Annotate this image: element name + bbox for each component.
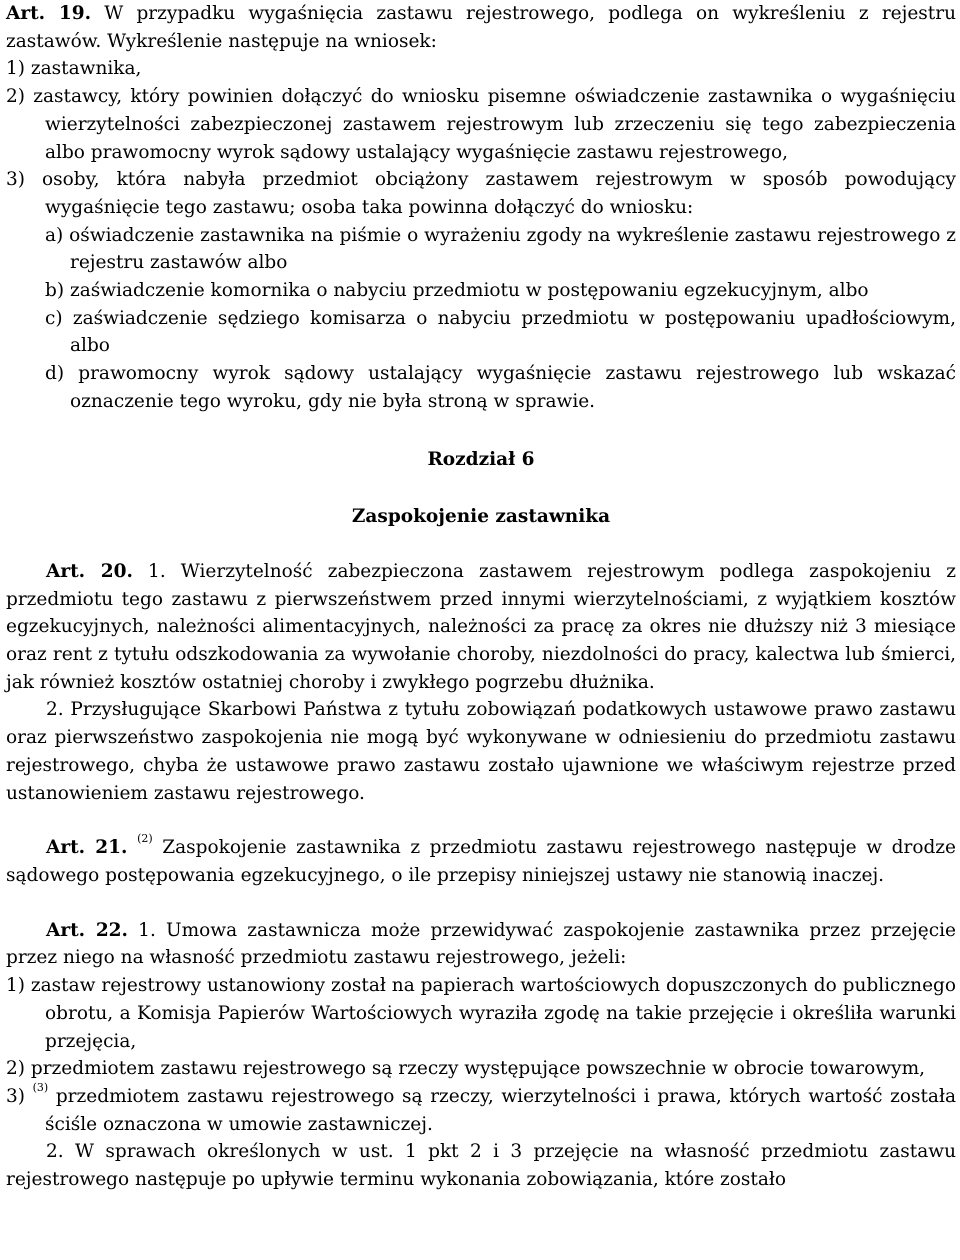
art22-item-3 (6, 1080, 956, 1138)
art22-item-1: 1) zastaw rejestrowy ustanowiony został na papierach wartościowych dopuszczonych do publicznego obrotu, a Komisja Papierów Wartościowych wyraziła zgodę na takie przejęcie i określiła warunki przejęcia, (6, 975, 956, 1052)
art20-p1-text: 1. Wierzytelność zabezpieczona zastawem rejestrowym podlega zaspokojeniu z przedmiotu tego zastawu z pierwszeństwem przed innymi wierzytelnościami, z wyjątkiem kosztów egzekucyjnych, należności alimentacyjnych, należności za pracę za okres nie dłuższy niż 3 miesiące oraz rent z tytułu odszkodowania za wywołanie choroby, niezdolności do pracy, kalectwa lub śmierci, jak również kosztów ostatniej choroby i zwykłego pogrzebu dłużnika. (6, 560, 956, 693)
art21-text: Zaspokojenie zastawnika z przedmiotu zastawu rejestrowego następuje w drodze sądowego postępowania egzekucyjnego, o ile przepisy niniejszej ustawy nie stanowią inaczej. (6, 837, 957, 886)
art21-label: Art. 21. (46, 837, 128, 859)
art22-item-3-text: przedmiotem zastawu rejestrowego są rzeczy, wierzytelności i prawa, których wartość została ściśle oznaczona w umowie zastawniczej. (45, 1085, 956, 1135)
art19-subitem-c: c) zaświadczenie sędziego komisarza o nabyciu przedmiotu w postępowaniu upadłościowym, albo (45, 307, 956, 357)
art21-paragraph (6, 834, 956, 889)
art19-item-3: 3) osoby, która nabyła przedmiot obciążony zastawem rejestrowym w sposób powodujący wygaśnięcie tego zastawu; osoba taka powinna dołączyć do wniosku: (6, 169, 956, 218)
art22-item-2: 2) przedmiotem zastawu rejestrowego są rzeczy występujące powszechnie w obrocie towarowym, (6, 1058, 926, 1080)
chapter-number: Rozdział 6 (427, 448, 535, 470)
art19-item-2: 2) zastawcy, który powinien dołączyć do wniosku pisemne oświadczenie zastawnika o wygaśnięciu wierzytelności zabezpieczonej zastawem rejestrowym lub zrzeczeniu się tego zabezpieczenia albo prawomocny wyrok sądowy ustalający wygaśnięcie zastawu rejestrowego, (6, 86, 956, 163)
art20-label: Art. 20. (46, 560, 133, 582)
art19-subitem-a: a) oświadczenie zastawnika na piśmie o wyrażeniu zgody na wykreślenie zastawu rejestrowego z rejestru zastawów albo (45, 224, 956, 274)
art22-paragraph-1 (6, 917, 956, 972)
art22-p1-text: 1. Umowa zastawnicza może przewidywać zaspokojenie zastawnika przez przejęcie przez niego na własność przedmiotu zastawu rejestrowego, jeżeli: (6, 919, 956, 969)
art19-subitem-d: d) prawomocny wyrok sądowy ustalający wygaśnięcie zastawu rejestrowego lub wskazać oznaczenie tego wyroku, gdy nie była stroną w sprawie. (45, 363, 956, 412)
art22-paragraph-2: 2. W sprawach określonych w ust. 1 pkt 2 i 3 przejęcie na własność przedmiotu zastawu rejestrowego następuje po upływie terminu wykonania zobowiązania, które zostało (6, 1141, 956, 1191)
art21-footnote-marker: (2) (137, 832, 153, 846)
art22-item-3-number: 3) (6, 1085, 25, 1107)
art22-item-3-footnote-marker: (3) (32, 1080, 49, 1094)
art19-subitem-b: b) zaświadczenie komornika o nabyciu przedmiotu w postępowaniu egzekucyjnym, albo (45, 280, 869, 302)
art19-label: Art. 19. (6, 3, 92, 24)
art19-intro (6, 0, 956, 55)
chapter-title: Zaspokojenie zastawnika (351, 506, 611, 528)
art20-paragraph-2: 2. Przysługujące Skarbowi Państwa z tytułu zobowiązań podatkowych ustawowe prawo zastawu oraz pierwszeństwo zaspokojenia nie mogą być wykonywane w odniesieniu do przedmiotu zastawu rejestrowego, chyba że ustawowe prawo zastawu zostało ujawnione we właściwym rejestrze przed ustanowieniem zastawu rejestrowego. (6, 699, 956, 804)
art20-paragraph-1 (6, 558, 956, 697)
art19-intro-text: W przypadku wygaśnięcia zastawu rejestrowego, podlega on wykreśleniu z rejestru zastawów. Wykreślenie następuje na wniosek: (6, 3, 956, 52)
art19-item-1: 1) zastawnika, (6, 58, 142, 80)
art22-label: Art. 22. (46, 919, 128, 941)
